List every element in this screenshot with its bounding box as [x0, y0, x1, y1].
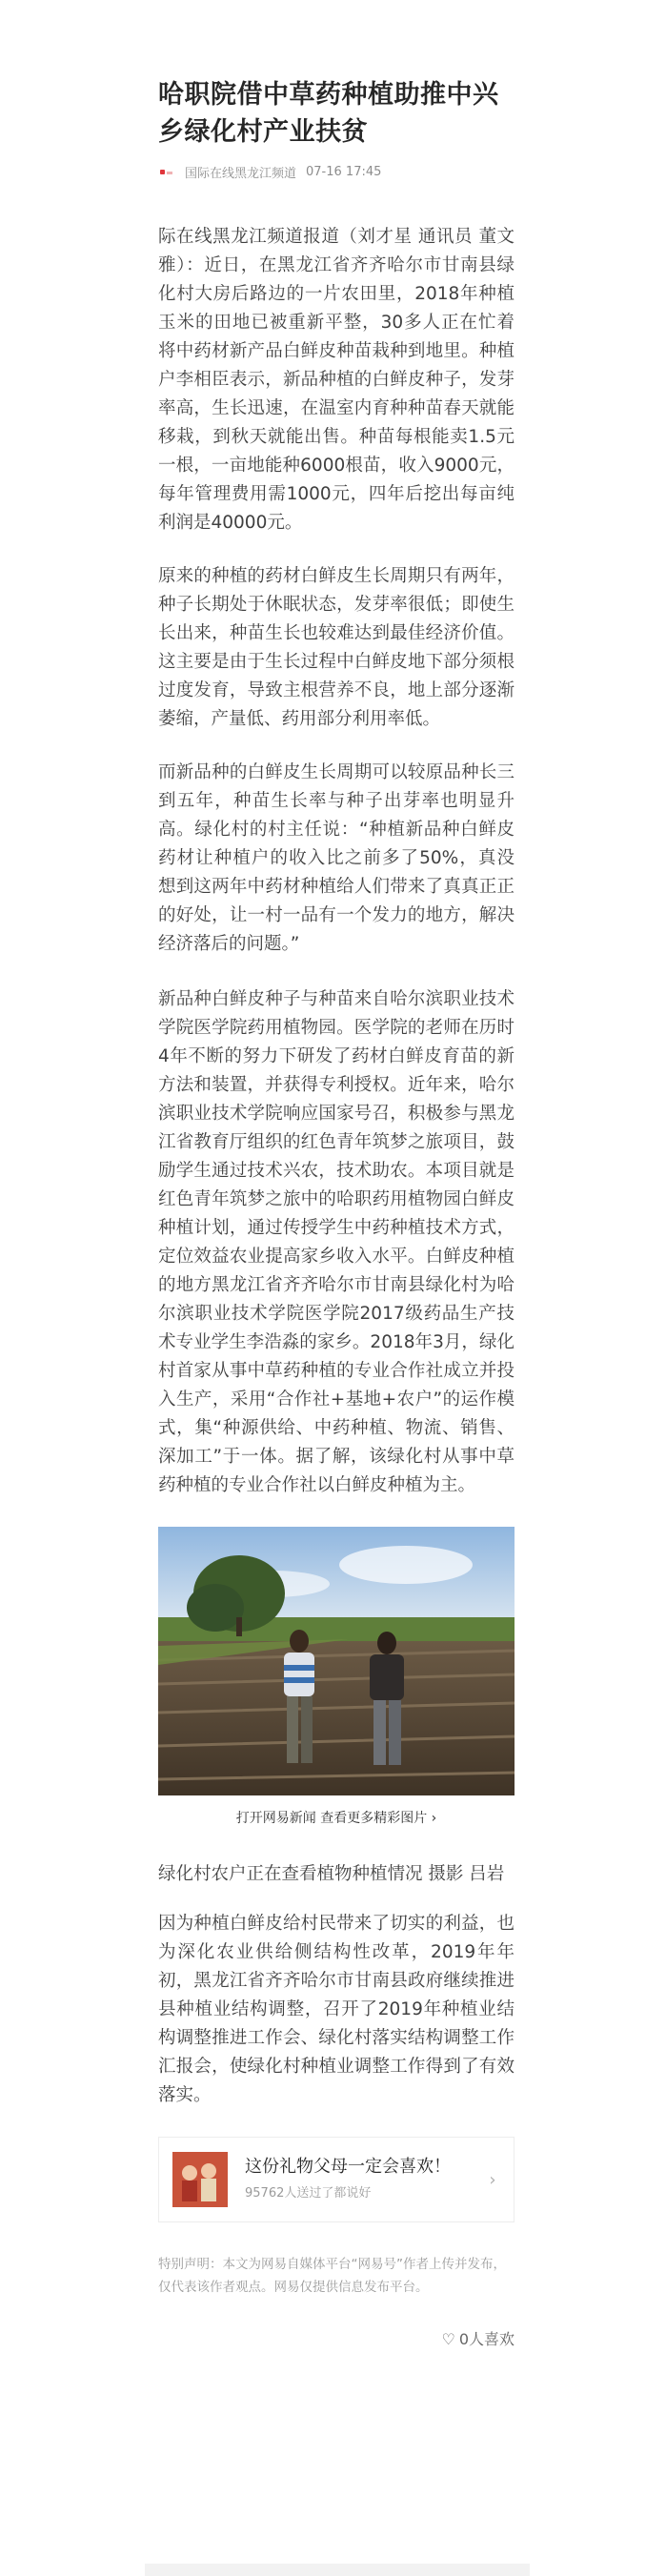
- like-button[interactable]: [158, 2327, 515, 2352]
- disclaimer-text: 特别声明：本文为网易自媒体平台“网易号”作者上传并发布，仅代表该作者观点。网易仅提供信息发布平台。: [158, 2257, 506, 2295]
- photo-caption: 绿化村农户正在查看植物种植情况 摄影 吕岩: [158, 1864, 505, 1884]
- article-paragraph-5: 因为种植白鲜皮给村民带来了切实的利益，也为深化农业供给侧结构性改革，2019年年初，黑龙江省齐齐哈尔市甘南县政府继续推进县种植业结构调整，召开了2019年种植业结构调整推进工作会、绿化村落实结构调整工作汇报会，使绿化村种植业调整工作得到了有效落实。: [158, 1914, 515, 2105]
- open-app-more-photos-link[interactable]: 打开网易新闻 查看更多精彩图片 ›: [235, 1811, 437, 1826]
- article-meta: [158, 162, 515, 181]
- article-content: [158, 0, 515, 2352]
- promo-thumbnail: [172, 2152, 228, 2207]
- article-paragraph-2: 原来的种植的药材白鲜皮生长周期只有两年，种子长期处于休眠状态，发芽率很低；即使生长出来，种苗生长也较难达到最佳经济价值。这主要是由于生长过程中白鲜皮地下部分须根过度发育，导致主根营养不良，地上部分逐渐萎缩，产量低、药用部分利用率低。: [158, 566, 515, 729]
- article-time: 07-16 17:45: [306, 164, 382, 179]
- promo-card[interactable]: [158, 2137, 515, 2222]
- bottom-bar: [145, 2564, 530, 2576]
- like-count: 0人喜欢: [458, 2330, 515, 2348]
- article-photo[interactable]: [158, 1527, 515, 1795]
- promo-text: [245, 2155, 481, 2204]
- article-title: 哈职院借中草药种植助推中兴乡绿化村产业扶贫: [158, 80, 499, 147]
- heart-icon: ♡: [441, 2330, 455, 2348]
- article-paragraph-4: 新品种白鲜皮种子与种苗来自哈尔滨职业技术学院医学院药用植物园。医学院的老师在历时4年不断的努力下研发了药材白鲜皮育苗的新方法和装置，并获得专利授权。近年来，哈尔滨职业技术学院响应国家号召，积极参与黑龙江省教育厅组织的红色青年筑梦之旅项目，鼓励学生通过技术兴农，技术助农。本项目就是红色青年筑梦之旅中的哈职药用植物园白鲜皮种植计划，通过传授学生中药种植技术方式，定位效益农业提高家乡收入水平。白鲜皮种植的地方黑龙江省齐齐哈尔市甘南县绿化村为哈尔滨职业技术学院医学院2017级药品生产技术专业学生李浩淼的家乡。2018年3月，绿化村首家从事中草药种植的专业合作社成立并投入生产，采用“合作社+基地+农户”的运作模式，集“种源供给、中药种植、物流、销售、深加工”于一体。据了解，该绿化村从事中草药种植的专业合作社以白鲜皮种植为主。: [158, 989, 515, 1495]
- article-paragraph-3: 而新品种的白鲜皮生长周期可以较原品种长三到五年，种苗生长率与种子出芽率也明显升高。绿化村的村主任说：“种植新品种白鲜皮药材让种植户的收入比之前多了50%，真没想到这两年中药材种植给人们带来了真真正正的好处，让一村一品有一个发力的地方，解决经济落后的问题。”: [158, 762, 515, 954]
- promo-subtitle: 95762人送过了都说好: [245, 2186, 372, 2201]
- source-logo-icon: [158, 166, 175, 177]
- promo-title: 这份礼物父母一定会喜欢！: [245, 2157, 451, 2177]
- article-paragraph-1: 际在线黑龙江频道报道（刘才星 通讯员 董文雅）：近日，在黑龙江省齐齐哈尔市甘南县绿化村大房后路边的一片农田里，2018年种植玉米的田地已被重新平整，30多人正在忙着将中药材新产品白鲜皮种苗栽种到地里。种植户李相臣表示，新品种植的白鲜皮种子，发芽率高，生长迅速，在温室内育种种苗春天就能移栽，到秋天就能出售。种苗每根能卖1.5元一根，一亩地能种6000根苗，收入9000元，每年管理费用需1000元，四年后挖出每亩纯利润是40000元。: [158, 227, 515, 533]
- chevron-right-icon: ›: [489, 2169, 496, 2190]
- article-source[interactable]: 国际在线黑龙江频道: [185, 166, 297, 181]
